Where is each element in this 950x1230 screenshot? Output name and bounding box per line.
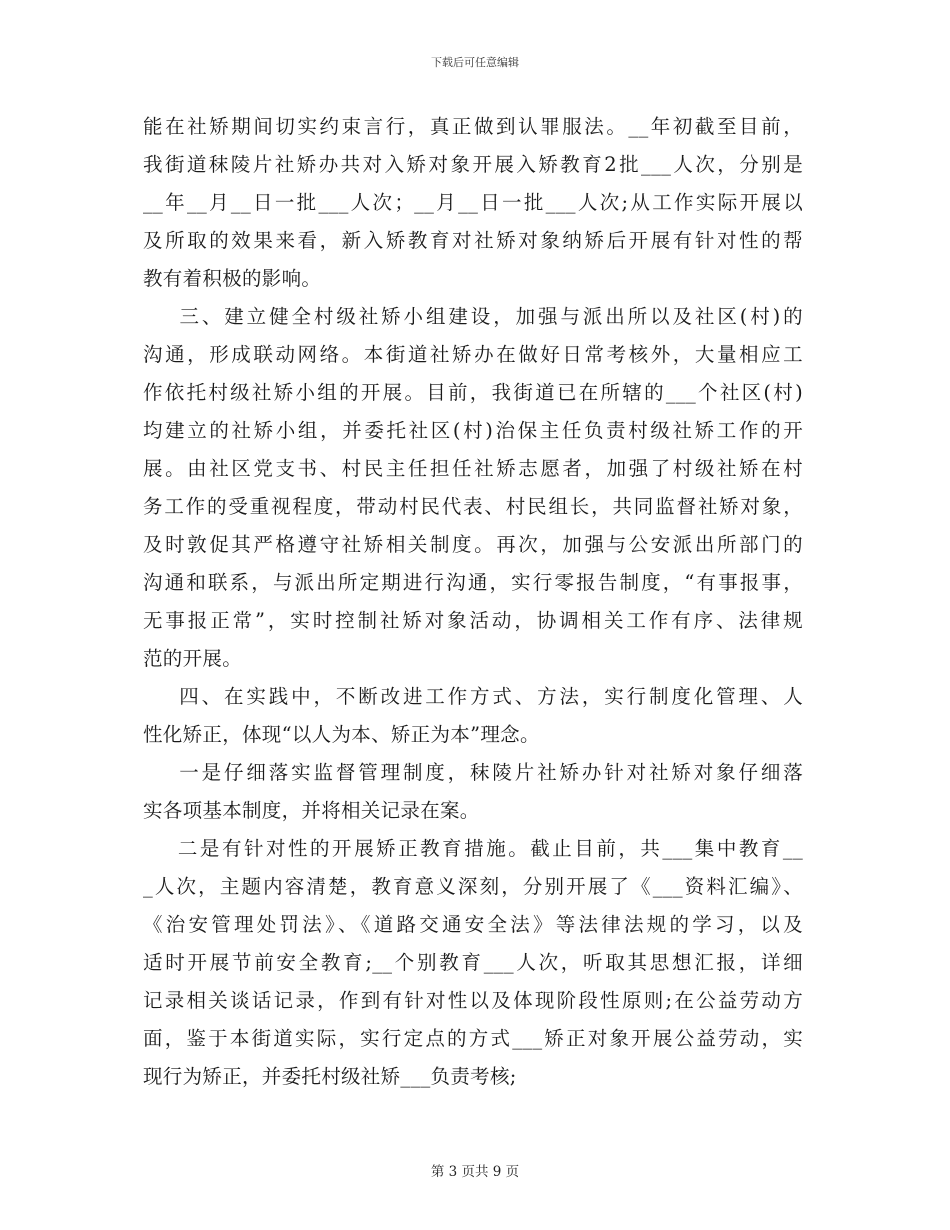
- text-line: 一是仔细落实监督管理制度，秣陵片社矫办针对社矫对象仔细落: [143, 761, 803, 784]
- text-line: 教有着积极的影响。: [143, 267, 322, 290]
- text-line: 沟通和联系，与派出所定期进行沟通，实行零报告制度，“有事报事，: [143, 571, 803, 594]
- text-line: 实各项基本制度，并将相关记录在案。: [143, 799, 480, 822]
- text-line: 均建立的社矫小组，并委托社区(村)治保主任负责村级社矫工作的开: [143, 419, 803, 442]
- text-line: 面，鉴于本街道实际，实行定点的方式___矫正对象开展公益劳动，实: [143, 1027, 803, 1050]
- text-line: 二是有针对性的开展矫正教育措施。截止目前，共___集中教育__: [143, 837, 803, 860]
- text-line: 展。由社区党支书、村民主任担任社矫志愿者，加强了村级社矫在村: [143, 457, 803, 480]
- text-line: 现行为矫正，并委托村级社矫___负责考核;: [143, 1065, 517, 1088]
- text-line: 作依托村级社矫小组的开展。目前，我街道已在所辖的___个社区(村): [143, 381, 803, 404]
- text-line: 四、在实践中，不断改进工作方式、方法，实行制度化管理、人: [143, 685, 803, 708]
- text-line: 及所取的效果来看，新入矫教育对社矫对象纳矫后开展有针对性的帮: [143, 229, 803, 252]
- page-header: 下载后可任意编辑: [431, 56, 519, 69]
- page-number-footer: 第 3 页共 9 页: [430, 1164, 520, 1180]
- text-line: __年__月__日一批___人次；__月__日一批___人次;从工作实际开展以: [143, 191, 803, 214]
- document-body: [143, 108, 803, 1096]
- text-line: _人次，主题内容清楚，教育意义深刻，分别开展了《___资料汇编》、: [143, 875, 803, 898]
- text-line: 务工作的受重视程度，带动村民代表、村民组长，共同监督社矫对象，: [143, 495, 803, 518]
- text-line: 我街道秣陵片社矫办共对入矫对象开展入矫教育2批___人次，分别是: [143, 153, 803, 176]
- text-line: 适时开展节前安全教育;__个别教育___人次，听取其思想汇报，详细: [143, 951, 803, 974]
- text-line: 范的开展。: [143, 647, 243, 670]
- text-line: 沟通，形成联动网络。本街道社矫办在做好日常考核外，大量相应工: [143, 343, 803, 366]
- text-line: 性化矫正，体现“以人为本、矫正为本”理念。: [143, 723, 540, 746]
- text-line: 及时敦促其严格遵守社矫相关制度。再次，加强与公安派出所部门的: [143, 533, 803, 556]
- text-line: 能在社矫期间切实约束言行，真正做到认罪服法。__年初截至目前，: [143, 115, 803, 138]
- text-line: 无事报正常”，实时控制社矫对象活动，协调相关工作有序、法律规: [143, 609, 803, 632]
- text-line: 《治安管理处罚法》、《道路交通安全法》等法律法规的学习，以及: [143, 913, 803, 936]
- text-line: 记录相关谈话记录，作到有针对性以及体现阶段性原则;在公益劳动方: [143, 989, 803, 1012]
- text-line: 三、建立健全村级社矫小组建设，加强与派出所以及社区(村)的: [143, 305, 803, 328]
